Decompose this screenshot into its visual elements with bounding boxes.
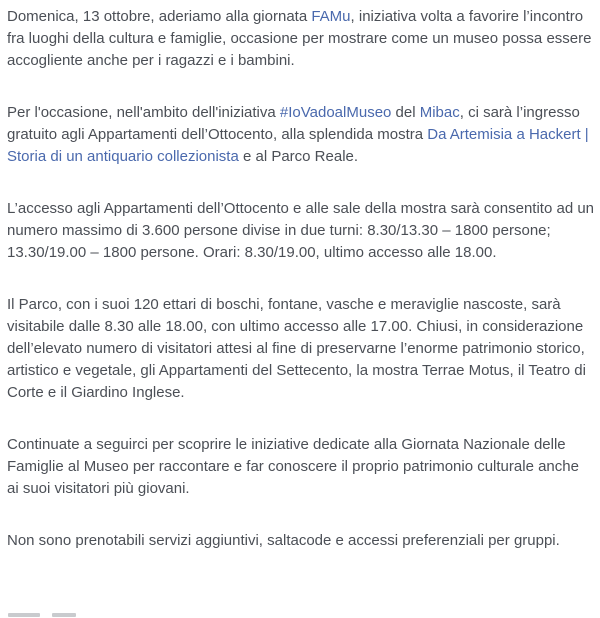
paragraph-famu-intro bbox=[7, 6, 594, 72]
link-mibac[interactable]: Mibac bbox=[419, 104, 460, 121]
link-mostra-artemisia-hackert[interactable]: Da Artemisia a Hackert | Storia di un antiquario collezionista bbox=[7, 126, 589, 165]
paragraph-park-info: Il Parco, con i suoi 120 ettari di boschi, fontane, vasche e meraviglie nascoste, sarà visitabile dalle 8.30 alle 18.00, con ultimo accesso alle 17.00. Chiusi, in considerazione dell’elevato numero di visitatori attesi al fine di preservarne l’enorme patrimonio storico, artistico e vegetale, gli Appartamenti del Settecento, la mostra Terrae Motus, il Teatro di Corte e il Giardino Inglese. bbox=[7, 296, 586, 401]
text-segment: e al Parco Reale. bbox=[238, 148, 359, 165]
clipped-text-fragment bbox=[8, 613, 40, 617]
paragraph-follow-us: Continuate a seguirci per scoprire le iniziative dedicate alla Giornata Nazionale delle Famiglie al Museo per raccontare e far conoscere il proprio patrimonio culturale anche ai suoi visitatori più giovani. bbox=[7, 436, 579, 497]
text-segment: Domenica, 13 ottobre, aderiamo alla giornata bbox=[7, 8, 312, 25]
paragraph-free-entry bbox=[7, 102, 594, 168]
clipped-text-fragment bbox=[52, 613, 76, 617]
paragraph-access-limits: L’accesso agli Appartamenti dell’Ottocento e alle sale della mostra sarà consentito ad un numero massimo di 3.600 persone divise in due turni: 8.30/13.30 – 1800 persone; 13.30/19.00 – 1800 persone. Orari: 8.30/19.00, ultimo accesso alle 18.00. bbox=[7, 200, 595, 261]
text-segment: , ci sarà l’ingresso gratuito agli Appartamenti dell’Ottocento, alla splendida mostra bbox=[7, 104, 580, 143]
link-famu[interactable]: FAMu bbox=[311, 8, 351, 25]
link-iovadoalmuseo-hashtag[interactable]: #IoVadoalMuseo bbox=[279, 104, 392, 121]
text-segment: del bbox=[391, 104, 420, 121]
text-segment: Per l'occasione, nell'ambito dell'iniziativa bbox=[7, 104, 280, 121]
text-segment: , iniziativa volta a favorire l’incontro fra luoghi della cultura e famiglie, occasione per mostrare come un museo possa essere accogliente anche per i ragazzi e i bambini. bbox=[7, 8, 592, 69]
paragraph-no-extra-services: Non sono prenotabili servizi aggiuntivi, saltacode e accessi preferenziali per gruppi. bbox=[7, 532, 560, 549]
